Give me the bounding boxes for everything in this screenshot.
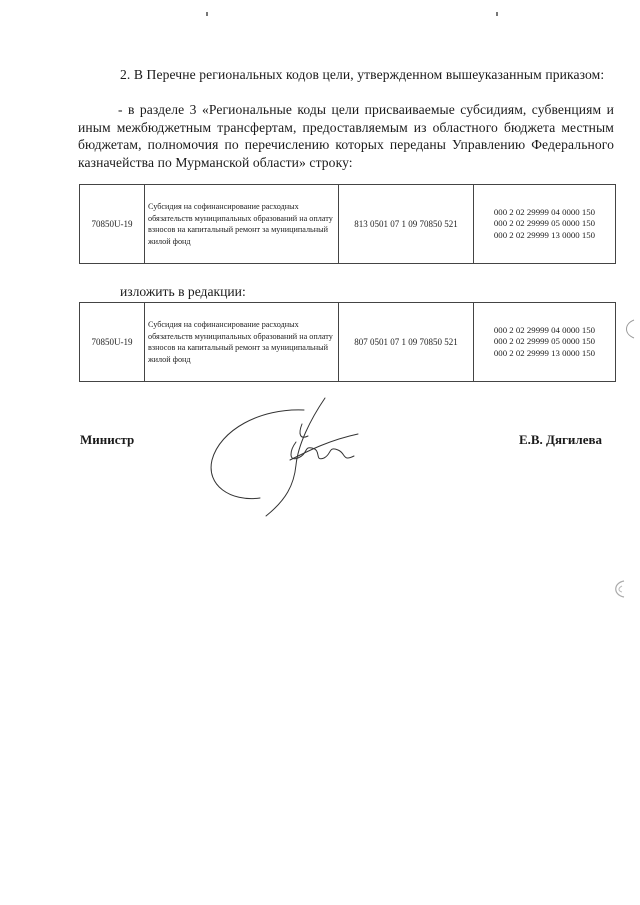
kbk-cell: 807 0501 07 1 09 70850 521 bbox=[339, 303, 474, 382]
new-row-table bbox=[79, 302, 616, 382]
revenue-code: 000 2 02 29999 05 0000 150 bbox=[493, 336, 596, 347]
revenue-code: 000 2 02 29999 04 0000 150 bbox=[493, 324, 596, 335]
revenue-codes-cell bbox=[474, 185, 616, 264]
old-row-table bbox=[79, 184, 616, 264]
subsidy-name-cell: Субсидия на софинансирование расходных обязательств муниципальных образований на оплату взносов на капитальный ремонт за муниципальный жилой фонд bbox=[145, 303, 339, 382]
subsidy-name-cell: Субсидия на софинансирование расходных обязательств муниципальных образований на оплату взносов на капитальный ремонт за муниципальный жилой фонд bbox=[145, 185, 339, 264]
signature-icon bbox=[200, 390, 370, 525]
edit-label: изложить в редакции: bbox=[120, 284, 246, 299]
scan-mark bbox=[610, 578, 628, 600]
paragraph-item-2: 2. В Перечне региональных кодов цели, утвержденном вышеуказанным приказом: bbox=[120, 67, 605, 82]
scan-mark bbox=[622, 318, 636, 340]
revenue-codes-cell bbox=[474, 303, 616, 382]
table-row bbox=[80, 185, 616, 264]
revenue-code: 000 2 02 29999 13 0000 150 bbox=[493, 347, 596, 358]
kbk-cell: 813 0501 07 1 09 70850 521 bbox=[339, 185, 474, 264]
target-code-cell: 70850U-19 bbox=[80, 303, 145, 382]
scan-mark bbox=[206, 12, 208, 16]
signer-name: Е.В. Дягилева bbox=[518, 432, 602, 447]
position-label: Министр bbox=[80, 432, 135, 447]
target-code-cell: 70850U-19 bbox=[80, 185, 145, 264]
revenue-code: 000 2 02 29999 04 0000 150 bbox=[493, 206, 596, 217]
revenue-code: 000 2 02 29999 13 0000 150 bbox=[493, 229, 596, 240]
revenue-code: 000 2 02 29999 05 0000 150 bbox=[493, 218, 596, 229]
paragraph-section-3: - в разделе 3 «Региональные коды цели присваиваемые субсидиям, субвенциям и иным межбюджетным трансфертам, предоставляемым из областного бюджета местным бюджетам, полномочия по перечислению которых переданы Управлению Федерального казначейства по Мурманской области» строку: bbox=[78, 102, 614, 170]
scan-mark bbox=[496, 12, 498, 16]
table-row bbox=[80, 303, 616, 382]
